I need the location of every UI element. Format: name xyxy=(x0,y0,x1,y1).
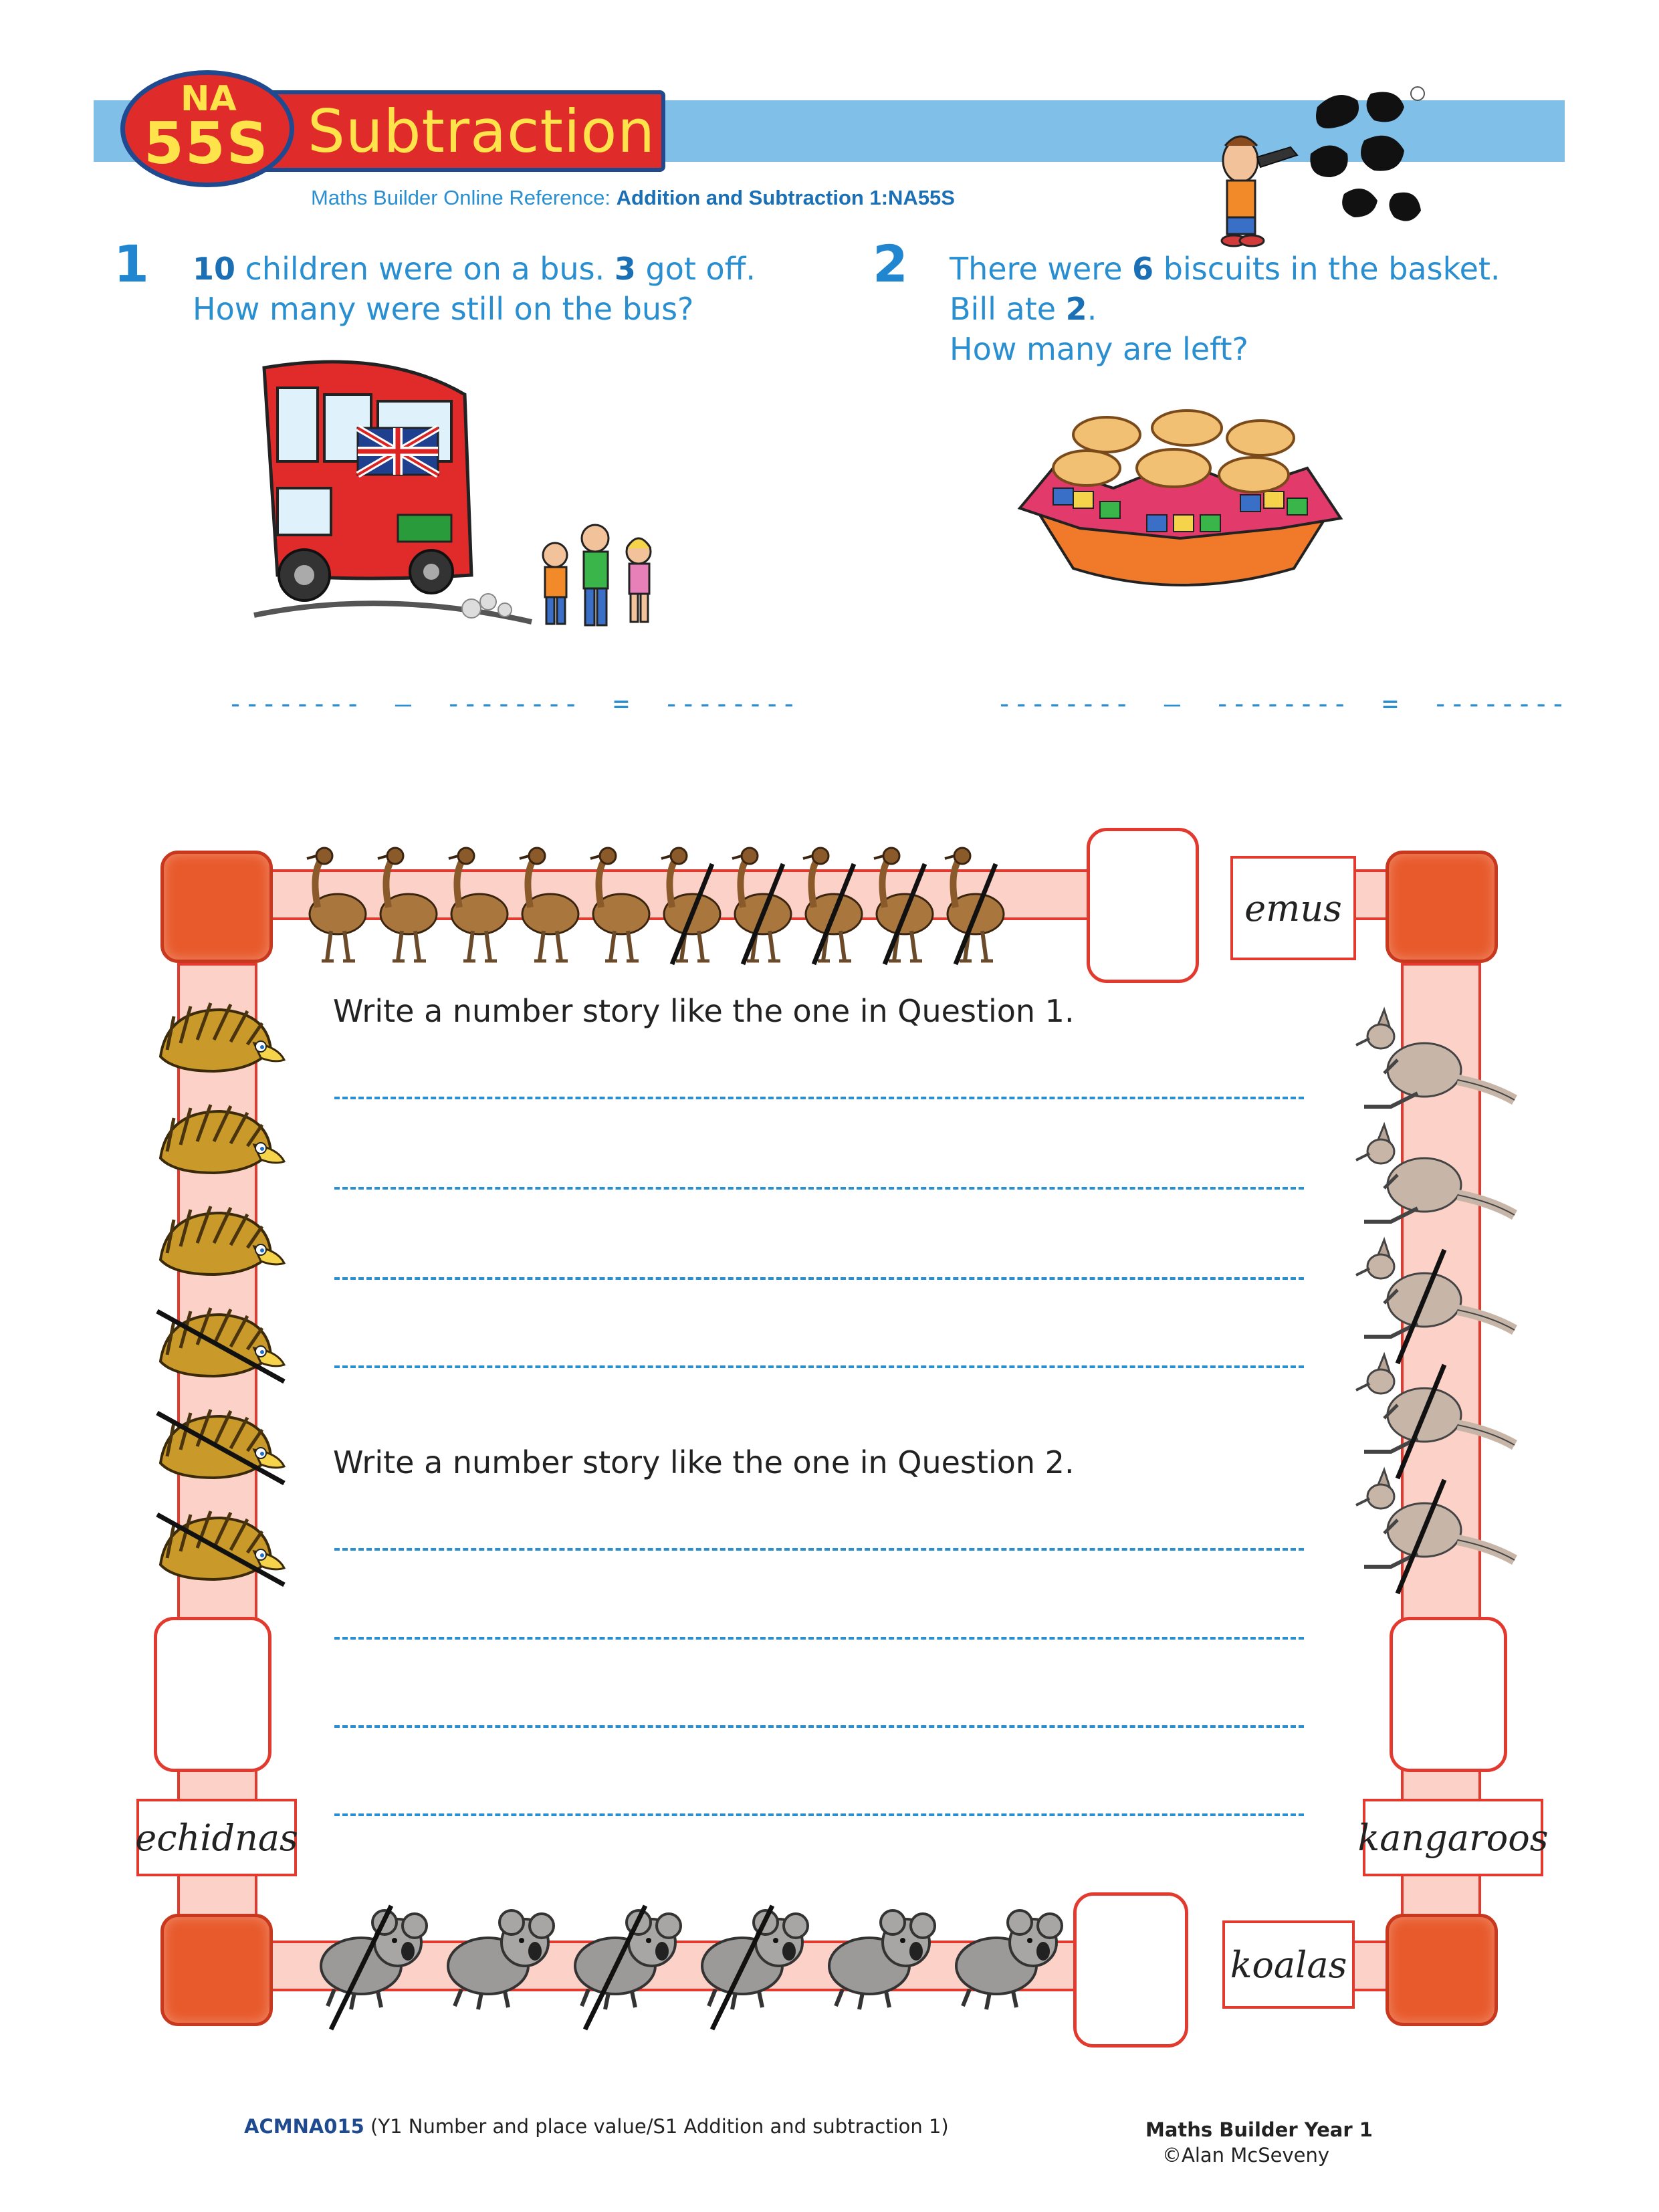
koala-6 xyxy=(956,1910,1062,2009)
badge-code: 55S xyxy=(144,110,269,177)
kangaroos-answer-box[interactable] xyxy=(1390,1617,1507,1772)
koalas-answer-box[interactable] xyxy=(1073,1892,1188,2048)
kangaroos-column xyxy=(1351,1006,1525,1595)
corner-top-left xyxy=(160,851,273,963)
koala-4 xyxy=(702,1910,808,2009)
echidna-4 xyxy=(160,1308,284,1376)
koalas-row xyxy=(304,1899,1067,2033)
koala-3 xyxy=(575,1910,681,2009)
emu-3 xyxy=(449,848,508,961)
page-title: Subtraction xyxy=(308,97,656,166)
curriculum-code: ACMNA015 xyxy=(244,2115,364,2138)
copyright: ©Alan McSeveny xyxy=(1162,2144,1330,2167)
emu-5 xyxy=(590,848,649,961)
reference-value: Addition and Subtraction 1:NA55S xyxy=(616,186,955,209)
kangaroo-4 xyxy=(1356,1355,1515,1452)
koala-5 xyxy=(829,1910,935,2009)
question-2-text: There were 6 biscuits in the basket. Bill ate 2. How many are left? xyxy=(950,251,1501,367)
writing-line-8[interactable] xyxy=(334,1813,1304,1816)
corner-top-right xyxy=(1386,851,1498,963)
koala-1 xyxy=(321,1910,427,2009)
book-title: Maths Builder Year 1 xyxy=(1145,2118,1373,2141)
corner-bottom-right xyxy=(1386,1914,1498,2026)
koalas-label: koalas xyxy=(1222,1920,1355,2009)
echidna-3 xyxy=(160,1206,284,1275)
kangaroo-3 xyxy=(1356,1240,1515,1337)
kangaroo-1 xyxy=(1356,1010,1515,1107)
boy-spraying-ink-illustration xyxy=(1210,80,1444,247)
question-2-number: 2 xyxy=(873,234,908,294)
badge-strand-label: NA xyxy=(181,79,237,119)
echidnas-answer-box[interactable] xyxy=(154,1617,271,1772)
biscuit-basket-illustration xyxy=(1013,408,1347,588)
echidnas-column xyxy=(154,996,288,1612)
echidna-6 xyxy=(160,1511,284,1579)
emus-label: emus xyxy=(1230,856,1356,960)
koala-2 xyxy=(448,1910,554,2009)
writing-line-2[interactable] xyxy=(334,1187,1304,1190)
echidna-2 xyxy=(160,1105,284,1173)
writing-line-5[interactable] xyxy=(334,1548,1304,1551)
online-reference: Maths Builder Online Reference: Addition and Subtraction 1:NA55S xyxy=(311,186,955,209)
writing-line-4[interactable] xyxy=(334,1365,1304,1368)
kangaroo-2 xyxy=(1356,1125,1515,1222)
emus-row xyxy=(304,844,1040,971)
emu-2 xyxy=(378,848,437,961)
question-1-text: 10 children were on a bus. 3 got off. How many were still on the bus? xyxy=(193,251,756,327)
story-prompt-2: Write a number story like the one in Question 2. xyxy=(333,1444,1075,1480)
bus-with-children-illustration xyxy=(251,354,679,642)
kangaroos-label: kangaroos xyxy=(1363,1799,1543,1876)
question-1-number: 1 xyxy=(114,234,149,294)
writing-line-3[interactable] xyxy=(334,1277,1304,1280)
echidna-1 xyxy=(160,1003,284,1071)
kangaroo-5 xyxy=(1356,1470,1515,1567)
writing-line-1[interactable] xyxy=(334,1097,1304,1099)
echidnas-label: echidnas xyxy=(136,1799,297,1876)
emus-answer-box[interactable] xyxy=(1087,828,1199,983)
emu-1 xyxy=(307,848,366,961)
curriculum-reference: ACMNA015 (Y1 Number and place value/S1 Addition and subtraction 1) xyxy=(244,2115,949,2138)
echidna-5 xyxy=(160,1410,284,1478)
corner-bottom-left xyxy=(160,1914,273,2026)
writing-line-6[interactable] xyxy=(334,1637,1304,1640)
writing-line-7[interactable] xyxy=(334,1725,1304,1728)
question-1-answer-equation[interactable]: -------- – -------- = -------- xyxy=(227,689,798,720)
story-prompt-1: Write a number story like the one in Question 1. xyxy=(333,993,1075,1029)
question-2-answer-equation[interactable]: -------- – -------- = -------- xyxy=(996,689,1567,720)
emu-4 xyxy=(520,848,578,961)
